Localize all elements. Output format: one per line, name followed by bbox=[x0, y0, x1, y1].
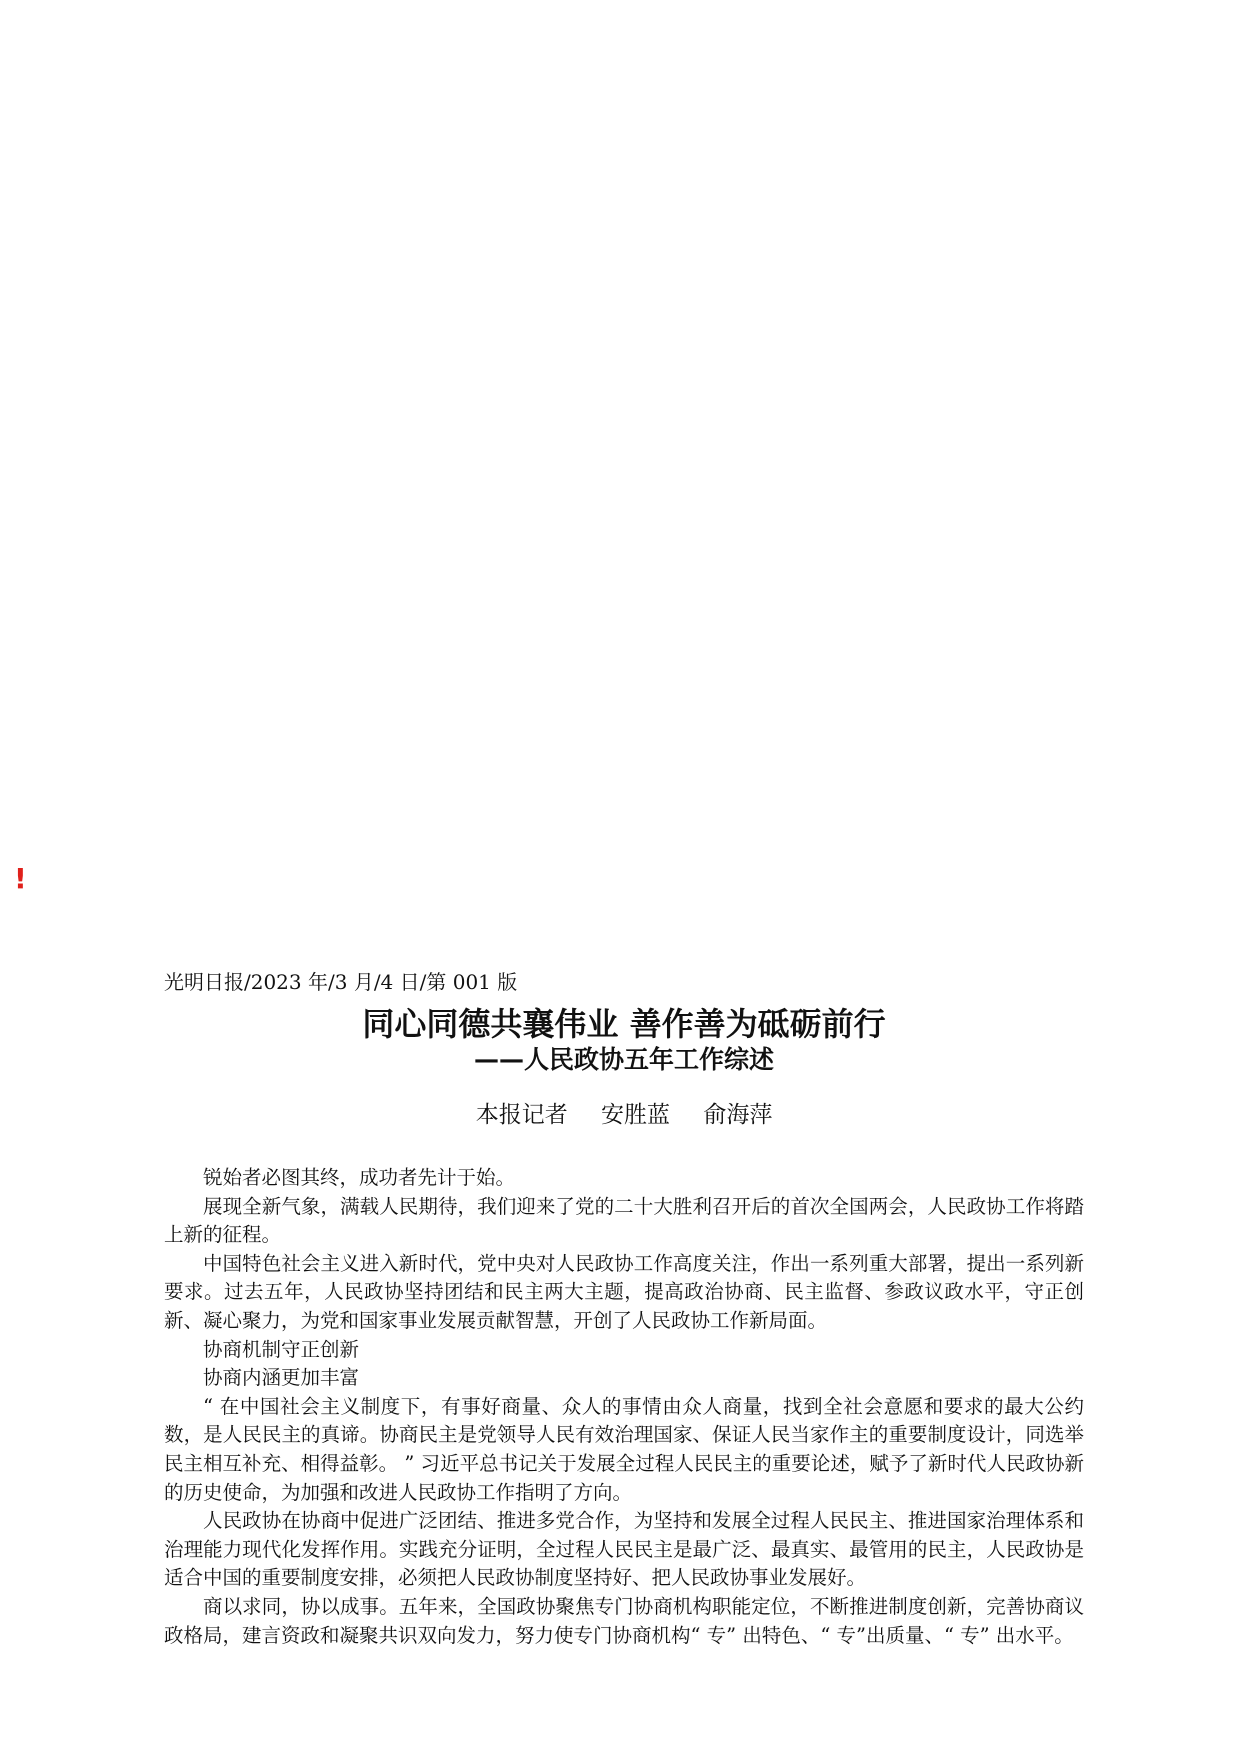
red-exclamation-mark: ! bbox=[14, 862, 27, 895]
paragraph: 中国特色社会主义进入新时代，党中央对人民政协工作高度关注，作出一系列重大部署，提出一系列新要求。过去五年，人民政协坚持团结和民主两大主题，提高政治协商、民主监督、参政议政水平，守正创新、凝心聚力，为党和国家事业发展贡献智慧，开创了人民政协工作新局面。 bbox=[164, 1251, 1084, 1332]
paragraph: 商以求同，协以成事。五年来，全国政协聚焦专门协商机构职能定位，不断推进制度创新，完善协商议政格局，建言资政和凝聚共识双向发力，努力使专门协商机构“ 专” 出特色、“ 专”出质量、“ 专” 出水平。 bbox=[164, 1594, 1084, 1647]
byline-author: 安胜蓝 bbox=[601, 1102, 670, 1128]
paragraph: “ 在中国社会主义制度下，有事好商量、众人的事情由众人商量，找到全社会意愿和要求的最大公约数，是人民民主的真谛。协商民主是党领导人民有效治理国家、保证人民当家作主的重要制度设计，同选举民主相互补充、相得益彰。 ” 习近平总书记关于发展全过程人民民主的重要论述，赋予了新时代人民政协新的历史使命，为加强和改进人民政协工作指明了方向。 bbox=[164, 1394, 1084, 1504]
paragraph: 展现全新气象，满载人民期待，我们迎来了党的二十大胜利召开后的首次全国两会，人民政协工作将踏上新的征程。 bbox=[164, 1194, 1084, 1247]
paragraph: 锐始者必图其终，成功者先计于始。 bbox=[203, 1166, 516, 1189]
paragraph: 人民政协在协商中促进广泛团结、推进多党合作，为坚持和发展全过程人民民主、推进国家治理体系和治理能力现代化发挥作用。实践充分证明，全过程人民民主是最广泛、最真实、最管用的民主，人民政协是适合中国的重要制度安排，必须把人民政协制度坚持好、把人民政协事业发展好。 bbox=[164, 1509, 1084, 1590]
byline-role: 本报记者 bbox=[475, 1102, 568, 1128]
byline-author: 俞海萍 bbox=[703, 1102, 773, 1128]
article-subtitle: ——人民政协五年工作综述 bbox=[473, 1045, 774, 1074]
article bbox=[164, 968, 1084, 1650]
article-title: 同心同德共襄伟业 善作善为砥砺前行 bbox=[362, 1005, 886, 1043]
article-body bbox=[164, 1164, 1084, 1650]
byline bbox=[164, 1100, 1084, 1130]
source-line: 光明日报/2023 年/3 月/4 日/第 001 版 bbox=[164, 970, 518, 994]
section-heading: 协商内涵更加丰富 bbox=[203, 1366, 360, 1390]
section-heading: 协商机制守正创新 bbox=[203, 1337, 360, 1361]
